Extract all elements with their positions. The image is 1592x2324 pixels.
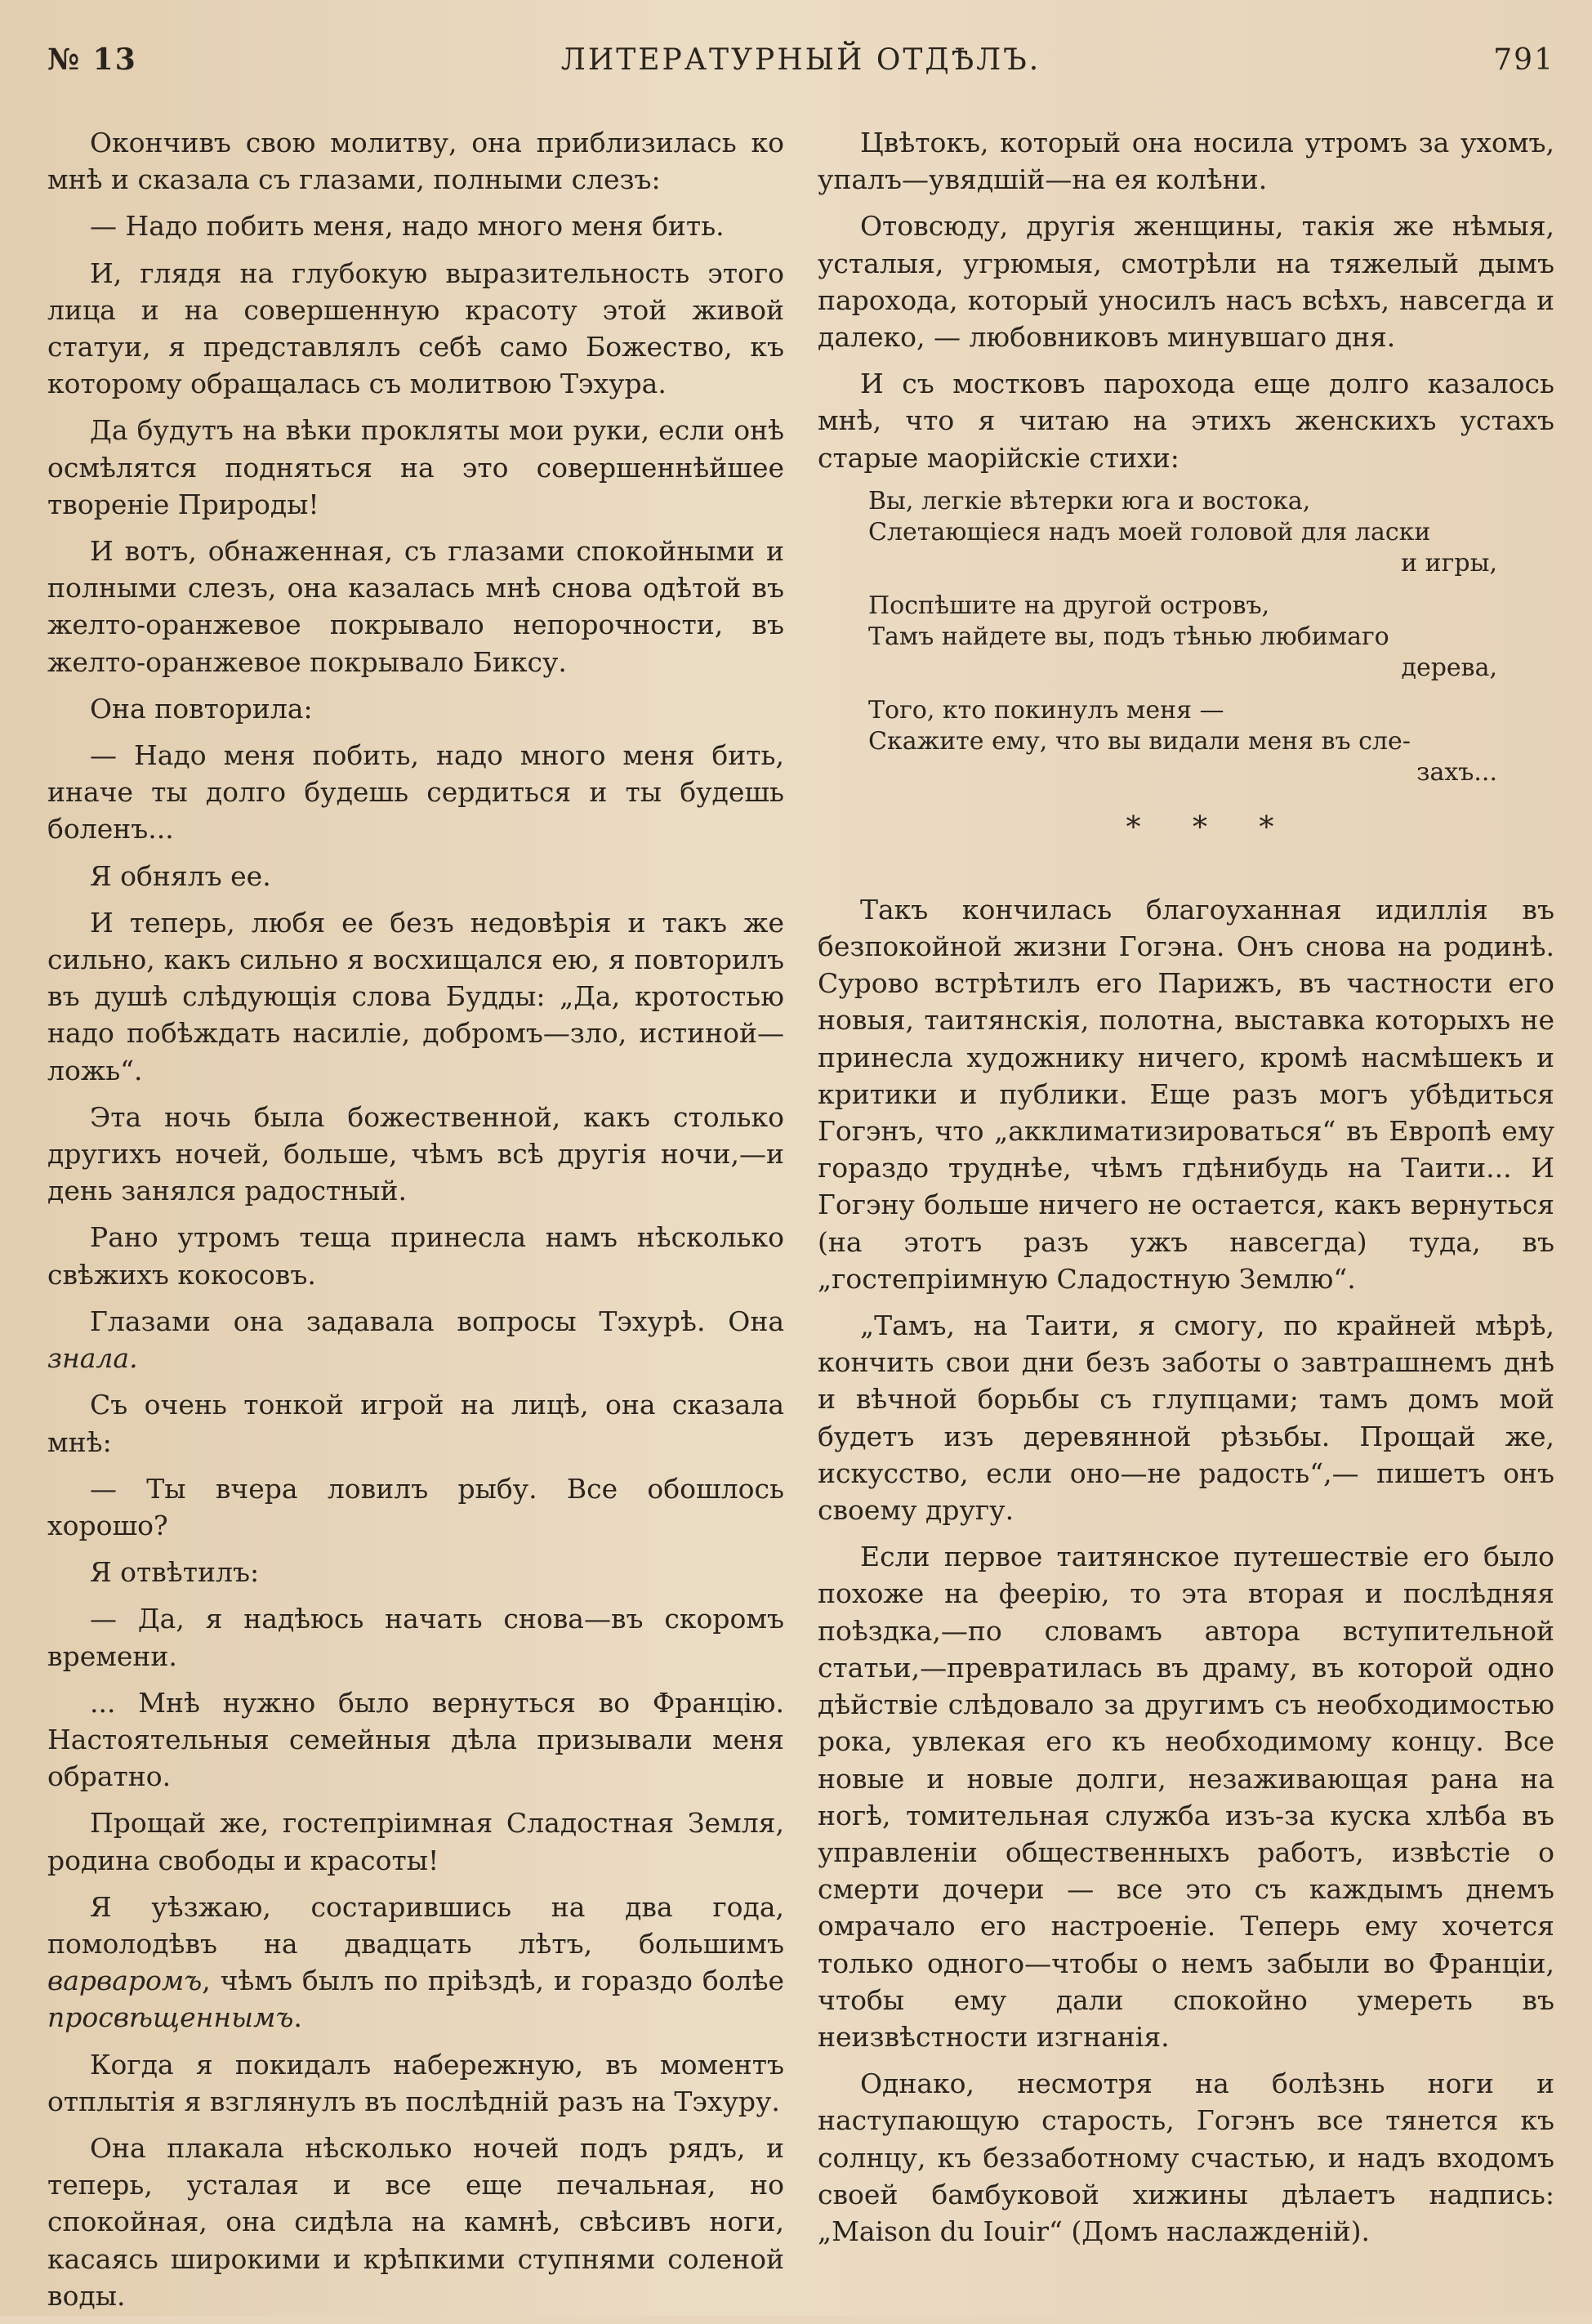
- paragraph: Съ очень тонкой игрой на лицѣ, она сказала мнѣ:: [47, 1389, 784, 1458]
- paragraph: Такъ кончилась благоуханная идиллія въ безпокойной жизни Гогэна. Онъ снова на родинѣ. Сурово встрѣтилъ его Парижъ, въ частности его новыя, таитянскія, полотна, выставка которыхъ не принесла художнику ничего, кромѣ насмѣшекъ и критики и публики. Еще разъ могъ убѣдиться Гогэнъ, что „акклиматизироваться“ въ Европѣ ему гораздо труднѣе, чѣмъ гдѣнибудь на Таити... И Гогэну больше ничего не остается, какъ вернуться (на этотъ разъ ужъ навсегда) туда, въ „гостепріимную Сладостную Землю“.: [818, 893, 1554, 1295]
- paragraph: Она повторила:: [90, 692, 313, 725]
- poem-line: Слетающіеся надъ моей головой для ласки: [868, 517, 1431, 546]
- section-title: ЛИТЕРАТУРНЫЙ ОТДѢЛЪ.: [560, 43, 1041, 77]
- text-run: , чѣмъ былъ по пріѣздѣ, и гораздо болѣе: [202, 1965, 784, 1997]
- poem: [868, 486, 1554, 788]
- paragraph: Когда я покидалъ набережную, въ моментъ отплытія я взглянулъ въ послѣдній разъ на Тэхуру.: [47, 2048, 784, 2117]
- right-column: [818, 124, 1554, 2324]
- paragraph: Я отвѣтилъ:: [90, 1556, 260, 1589]
- page-header: [47, 42, 1554, 77]
- dialogue-line: — Ты вчера ловилъ рыбу. Все обошлось хорошо?: [47, 1472, 784, 1541]
- paragraph: Да будутъ на вѣки прокляты мои руки, если онѣ осмѣлятся подняться на это совершеннѣйшее твореніе Природы!: [47, 414, 784, 520]
- poem-line: Тамъ найдете вы, подъ тѣнью любимаго: [868, 622, 1389, 651]
- paragraph: И съ мостковъ парохода еще долго казалось мнѣ, что я читаю на этихъ женскихъ устахъ старые маорійскіе стихи:: [818, 368, 1554, 474]
- left-column: [47, 124, 784, 2324]
- paragraph: Она плакала нѣсколько ночей подъ рядъ, и теперь, усталая и все еще печальная, но спокойная, она сидѣла на камнѣ, свѣсивъ ноги, касаясь широкими и крѣпкими ступнями соленой воды.: [47, 2131, 784, 2312]
- paragraph: Рано утромъ теща принесла намъ нѣсколько свѣжихъ кокосовъ.: [47, 1221, 784, 1291]
- page-number: 791: [1493, 43, 1554, 77]
- poem-stanza: [868, 486, 1554, 579]
- poem-line-continuation: и игры,: [1401, 548, 1497, 578]
- text-run: Глазами она задавала вопросы Тэхурѣ. Она: [90, 1305, 784, 1337]
- poem-line: Поспѣшите на другой островъ,: [868, 591, 1270, 620]
- paragraph: Прощай же, гостепріимная Сладостная Земля, родина свободы и красоты!: [47, 1807, 784, 1876]
- paragraph: Окончивъ свою молитву, она приблизилась ко мнѣ и сказала съ глазами, полными слезъ:: [47, 127, 784, 196]
- paragraph: И теперь, любя ее безъ недовѣрія и такъ же сильно, какъ сильно я восхищался ею, я повторилъ въ душѣ слѣдующія слова Будды: „Да, кротостью надо побѣждать насиліе, добромъ—зло, истиной—ложь“.: [47, 906, 784, 1086]
- dialogue-line: — Да, я надѣюсь начать снова—въ скоромъ времени.: [47, 1603, 784, 1672]
- poem-line: Скажите ему, что вы видали меня въ сле-: [868, 726, 1411, 756]
- paragraph: Если первое таитянское путешествіе его было похоже на феерію, то эта вторая и послѣдняя поѣздка,—по словамъ автора вступительной статьи,—превратилась въ драму, въ которой одно дѣйствіе слѣдовало за другимъ съ необходимостью рока, увлекая его къ необходимому концу. Все новые и новые долги, незаживающая рана на ногѣ, томительная служба изъ-за куска хлѣба въ управленіи общественныхъ работъ, извѣстіе о смерти дочери — все это съ каждымъ днемъ омрачало его настроеніе. Теперь ему хочется только одного—чтобы о немъ забыли во Франціи, чтобы ему дали спокойно умереть въ неизвѣстности изгнанія.: [818, 1541, 1554, 2053]
- text-run: Я уѣзжаю, состарившись на два года, помолодѣвъ на двадцать лѣтъ, большимъ: [47, 1890, 784, 1960]
- italic-word: просвѣщеннымъ: [47, 2001, 294, 2034]
- dialogue-line: — Надо меня побить, надо много меня бить, иначе ты долго будешь сердиться и ты будешь боленъ...: [47, 739, 784, 845]
- paragraph: Эта ночь была божественной, какъ столько другихъ ночей, больше, чѣмъ всѣ другія ночи,—и день занялся радостный.: [47, 1100, 784, 1207]
- issue-number: № 13: [47, 42, 137, 77]
- poem-stanza: [868, 591, 1554, 684]
- poem-stanza: [868, 695, 1554, 788]
- paragraph: И вотъ, обнаженная, съ глазами спокойными и полными слезъ, она казалась мнѣ снова одѣтой въ желто-оранжевое покрывало непорочности, въ желто-оранжевое покрывало Биксу.: [47, 535, 784, 678]
- paragraph: Я обнялъ ее.: [90, 859, 271, 892]
- paragraph: [47, 1889, 784, 2036]
- text-columns: [47, 124, 1554, 2324]
- paragraph: Отовсюду, другія женщины, такія же нѣмыя, усталыя, угрюмыя, смотрѣли на тяжелый дымъ парохода, который уносилъ насъ всѣхъ, навсегда и далеко, — любовниковъ минувшаго дня.: [818, 210, 1554, 354]
- italic-word: знала.: [47, 1342, 138, 1375]
- section-divider-stars: * * *: [1126, 810, 1295, 845]
- paragraph: Цвѣтокъ, который она носила утромъ за ухомъ, упалъ—увядшій—на ея колѣни.: [818, 127, 1554, 196]
- italic-word: варваромъ: [47, 1965, 203, 1997]
- paragraph: [47, 1303, 784, 1376]
- text-run: .: [293, 2001, 302, 2034]
- poem-line: Вы, легкіе вѣтерки юга и востока,: [868, 486, 1311, 515]
- poem-line-continuation: дерева,: [1401, 653, 1497, 682]
- poem-line: Того, кто покинулъ меня —: [868, 695, 1224, 725]
- paragraph: И, глядя на глубокую выразительность этого лица и на совершенную красоту этой живой статуи, я представлялъ себѣ само Божество, къ которому обращалась съ молитвою Тэхура.: [47, 256, 784, 400]
- paragraph: ... Мнѣ нужно было вернуться во Францію. Настоятельныя семейныя дѣла призывали меня обратно.: [47, 1686, 784, 1793]
- paragraph: „Тамъ, на Таити, я смогу, по крайней мѣрѣ, кончить свои дни безъ заботы о завтрашнемъ днѣ и вѣчной борьбы съ глупцами; тамъ домъ мой будетъ изъ деревянной рѣзьбы. Прощай же, искусство, если оно—не радость“,— пишетъ онъ своему другу.: [818, 1309, 1554, 1527]
- dialogue-line: — Надо побить меня, надо много меня бить.: [90, 210, 725, 243]
- poem-line-continuation: захъ...: [1416, 757, 1497, 787]
- paragraph: Однако, несмотря на болѣзнь ноги и наступающую старость, Гогэнъ все тянется къ солнцу, къ беззаботному счастью, и надъ входомъ своей бамбуковой хижины дѣлаетъ надпись: „Maison du Iouir“ (Домъ наслажденій).: [818, 2068, 1554, 2247]
